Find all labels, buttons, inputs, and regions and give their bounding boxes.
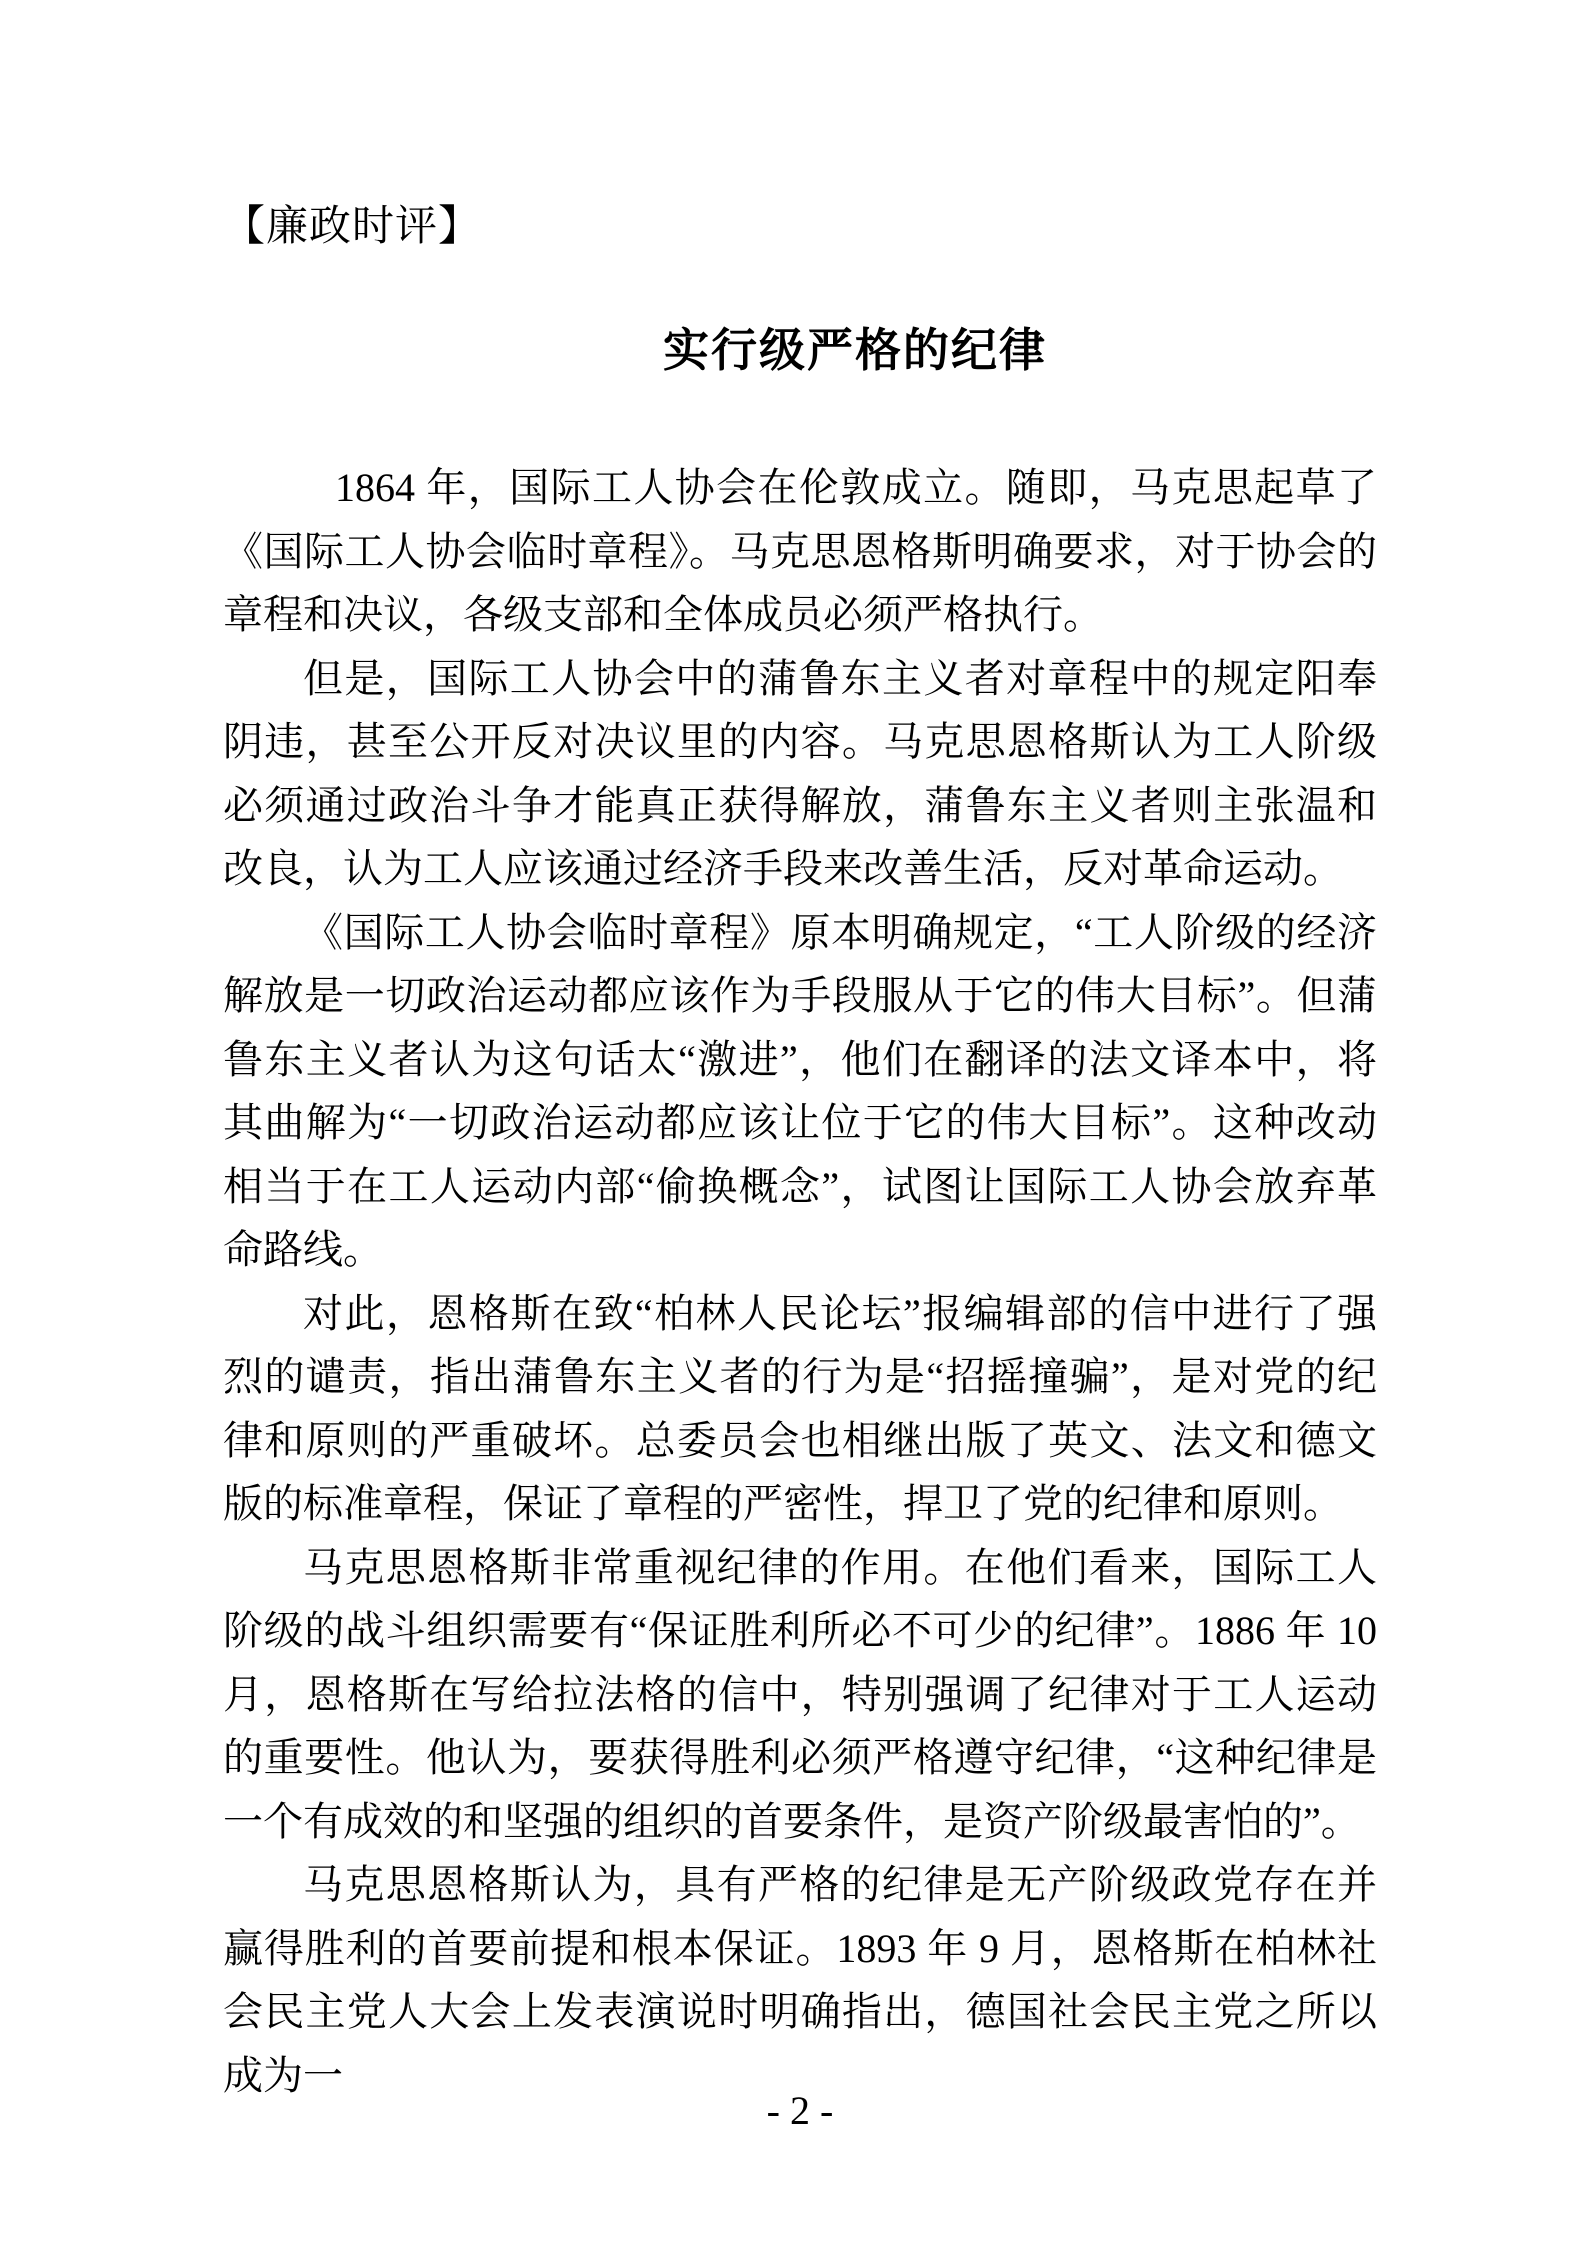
page-number: - 2 - — [766, 2088, 834, 2133]
body-paragraph: 马克思恩格斯非常重视纪律的作用。在他们看来，国际工人阶级的战斗组织需要有“保证胜利所必不可少的纪律”。1886 年 10 月，恩格斯在写给拉法格的信中，特别强调了纪律对于工人运动的重要性。他认为，要获得胜利必须严格遵守纪律，“这种纪律是一个有成效的和坚强的组织的首要条件，是资产阶级最害怕的”。 — [223, 1544, 1377, 1844]
article-title: 实行级严格的纪律 — [663, 325, 1047, 376]
body-paragraph: 对此，恩格斯在致“柏林人民论坛”报编辑部的信中进行了强烈的谴责，指出蒲鲁东主义者的行为是“招摇撞骗”，是对党的纪律和原则的严重破坏。总委员会也相继出版了英文、法文和德文版的标准章程，保证了章程的严密性，捍卫了党的纪律和原则。 — [223, 1290, 1377, 1526]
body-paragraph: 马克思恩格斯认为，具有严格的纪律是无产阶级政党存在并赢得胜利的首要前提和根本保证。1893 年 9 月，恩格斯在柏林社会民主党人大会上发表演说时明确指出，德国社会民主党之所以成为一 — [223, 1862, 1377, 2098]
article-body — [223, 456, 1377, 2107]
body-paragraph: 但是，国际工人协会中的蒲鲁东主义者对章程中的规定阳奉阴违，甚至公开反对决议里的内容。马克思恩格斯认为工人阶级必须通过政治斗争才能真正获得解放，蒲鲁东主义者则主张温和改良，认为工人应该通过经济手段来改善生活，反对革命运动。 — [223, 655, 1377, 891]
body-paragraph: 《国际工人协会临时章程》原本明确规定，“工人阶级的经济解放是一切政治运动都应该作为手段服从于它的伟大目标”。但蒲鲁东主义者认为这句话太“激进”，他们在翻译的法文译本中，将其曲解为“一切政治运动都应该让位于它的伟大目标”。这种改动相当于在工人运动内部“偷换概念”，试图让国际工人协会放弃革命路线。 — [223, 909, 1377, 1272]
text-block — [223, 0, 1377, 2107]
section-tag: 【廉政时评】 — [223, 204, 482, 250]
body-paragraph: 1864 年，国际工人协会在伦敦成立。随即，马克思起草了《国际工人协会临时章程》。马克思恩格斯明确要求，对于协会的章程和决议，各级支部和全体成员必须严格执行。 — [223, 465, 1377, 637]
